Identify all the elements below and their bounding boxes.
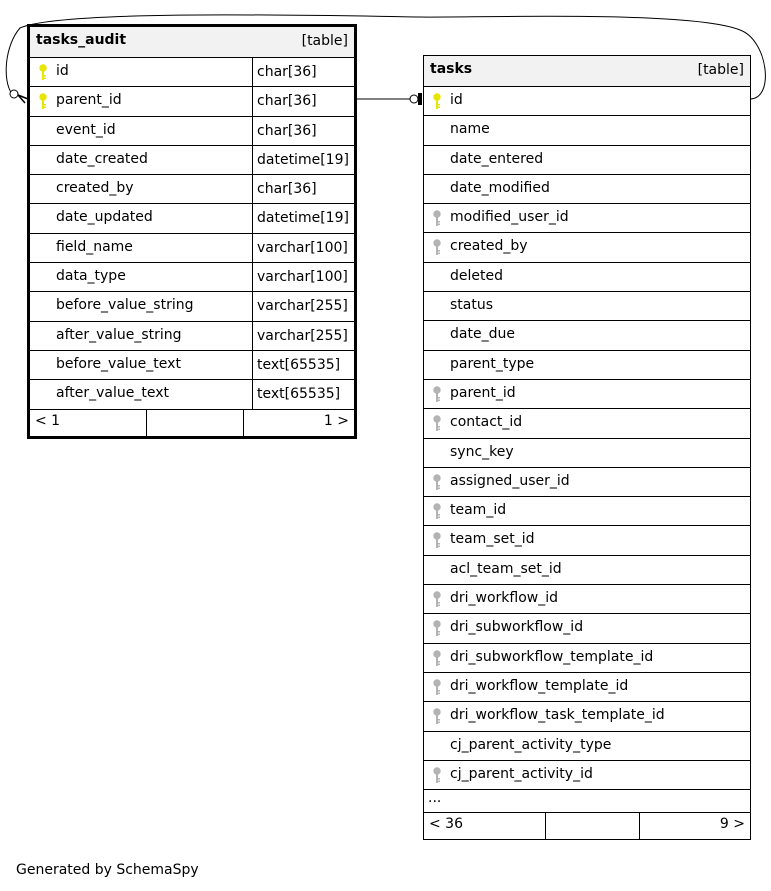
column-type: varchar[100]: [252, 263, 348, 291]
table-footer: [30, 410, 354, 436]
column-row[interactable]: [424, 263, 750, 292]
primary-key-icon: [38, 64, 48, 81]
column-name: contact_id: [450, 414, 523, 431]
column-row[interactable]: [424, 321, 750, 350]
primary-key-icon: [432, 93, 442, 110]
column-name: id: [56, 63, 69, 79]
index-key-icon: [432, 767, 442, 784]
column-type: varchar[100]: [252, 234, 348, 262]
column-name: created_by: [450, 238, 528, 255]
column-name: assigned_user_id: [450, 472, 570, 489]
column-name: after_value_string: [56, 326, 182, 343]
column-list: [30, 58, 354, 410]
footer-children-count[interactable]: 9 >: [719, 816, 745, 833]
column-name: cj_parent_activity_type: [450, 736, 612, 753]
column-row[interactable]: [30, 380, 354, 409]
column-row[interactable]: [424, 497, 750, 526]
index-key-icon: [432, 239, 442, 256]
one-bar-marker: [419, 93, 421, 105]
footer-parents-count[interactable]: < 1: [35, 412, 61, 429]
ellipsis-text: ...: [428, 790, 442, 807]
column-row[interactable]: [424, 556, 750, 585]
column-list: [424, 87, 750, 790]
column-name: status: [450, 297, 494, 314]
column-name: name: [450, 121, 490, 138]
index-key-icon: [432, 386, 442, 403]
primary-key-icon: [38, 93, 48, 110]
column-row[interactable]: [30, 234, 354, 263]
column-name: acl_team_set_id: [450, 560, 562, 577]
column-name: parent_id: [450, 384, 516, 401]
column-row[interactable]: [424, 204, 750, 233]
index-key-icon: [432, 210, 442, 227]
column-row[interactable]: [424, 351, 750, 380]
column-name: created_by: [56, 180, 134, 197]
column-name: deleted: [450, 267, 503, 284]
column-row[interactable]: [30, 58, 354, 87]
index-key-icon: [432, 679, 442, 696]
column-row[interactable]: [424, 644, 750, 673]
table-footer: [424, 813, 750, 839]
optional-one-marker: [410, 95, 418, 103]
table-header: [30, 27, 354, 58]
index-key-icon: [432, 650, 442, 667]
column-name: data_type: [56, 268, 126, 285]
column-row[interactable]: [424, 585, 750, 614]
column-name: date_entered: [450, 150, 544, 167]
index-key-icon: [432, 532, 442, 549]
column-name: dri_subworkflow_id: [450, 619, 584, 636]
column-type: varchar[255]: [252, 322, 348, 350]
column-row[interactable]: [424, 614, 750, 643]
footer-divider: [243, 410, 244, 436]
column-name: dri_workflow_id: [450, 590, 559, 607]
column-row[interactable]: [424, 702, 750, 731]
footer-divider: [639, 813, 640, 839]
column-row[interactable]: [424, 673, 750, 702]
column-row[interactable]: [424, 380, 750, 409]
column-row[interactable]: [424, 146, 750, 175]
column-type: char[36]: [252, 117, 317, 145]
index-key-icon: [432, 415, 442, 432]
column-row[interactable]: [424, 87, 750, 116]
column-name: dri_workflow_task_template_id: [450, 707, 665, 724]
index-key-icon: [432, 591, 442, 608]
column-row[interactable]: [30, 322, 354, 351]
column-row[interactable]: [424, 409, 750, 438]
table-header: [424, 56, 750, 87]
column-name: dri_subworkflow_template_id: [450, 648, 654, 665]
column-type: char[36]: [252, 87, 317, 115]
footer-divider: [146, 410, 147, 436]
index-key-icon: [432, 620, 442, 637]
column-name: dri_workflow_template_id: [450, 677, 629, 694]
column-row[interactable]: [30, 146, 354, 175]
column-row[interactable]: [30, 263, 354, 292]
column-row[interactable]: [30, 292, 354, 321]
column-row[interactable]: [424, 292, 750, 321]
column-name: modified_user_id: [450, 209, 569, 226]
column-row[interactable]: [30, 204, 354, 233]
more-columns-ellipsis: [424, 790, 750, 813]
column-name: team_set_id: [450, 531, 535, 548]
optional-many-marker: [10, 90, 18, 98]
generator-label: Generated by SchemaSpy: [16, 862, 199, 878]
column-name: id: [450, 92, 463, 108]
column-row[interactable]: [424, 468, 750, 497]
column-type: varchar[255]: [252, 292, 348, 320]
column-type: char[36]: [252, 175, 317, 203]
column-row[interactable]: [424, 761, 750, 790]
table-name: tasks: [430, 61, 473, 77]
column-row[interactable]: [424, 175, 750, 204]
footer-parents-count[interactable]: < 36: [429, 816, 463, 833]
column-name: cj_parent_activity_id: [450, 765, 593, 782]
column-row[interactable]: [424, 526, 750, 555]
column-row[interactable]: [30, 175, 354, 204]
column-row[interactable]: [30, 351, 354, 380]
index-key-icon: [432, 503, 442, 520]
column-row[interactable]: [424, 439, 750, 468]
index-key-icon: [432, 708, 442, 725]
column-row[interactable]: [424, 732, 750, 761]
table-tasks[interactable]: [423, 55, 751, 840]
column-type: text[65535]: [252, 380, 340, 408]
footer-children-count[interactable]: 1 >: [323, 412, 349, 429]
column-type: datetime[19]: [252, 204, 349, 232]
column-name: parent_id: [56, 92, 122, 109]
column-row[interactable]: [30, 87, 354, 116]
column-name: before_value_string: [56, 297, 194, 314]
column-name: sync_key: [450, 443, 514, 460]
table-tasks-audit[interactable]: [27, 24, 357, 439]
table-type: [table]: [697, 62, 744, 78]
column-name: date_modified: [450, 179, 550, 196]
column-type: datetime[19]: [252, 146, 349, 174]
column-name: date_created: [56, 150, 148, 167]
column-type: text[65535]: [252, 351, 340, 379]
column-name: date_due: [450, 326, 515, 343]
column-row[interactable]: [424, 116, 750, 145]
column-name: event_id: [56, 121, 116, 138]
index-key-icon: [432, 474, 442, 491]
column-name: parent_type: [450, 355, 535, 372]
column-row[interactable]: [424, 233, 750, 262]
column-row[interactable]: [30, 117, 354, 146]
column-name: before_value_text: [56, 355, 181, 372]
table-type: [table]: [301, 33, 348, 49]
column-name: date_updated: [56, 209, 153, 226]
column-name: after_value_text: [56, 385, 169, 402]
column-name: field_name: [56, 238, 133, 255]
footer-divider: [545, 813, 546, 839]
table-name: tasks_audit: [36, 32, 127, 48]
column-name: team_id: [450, 502, 507, 519]
column-type: char[36]: [252, 58, 317, 86]
